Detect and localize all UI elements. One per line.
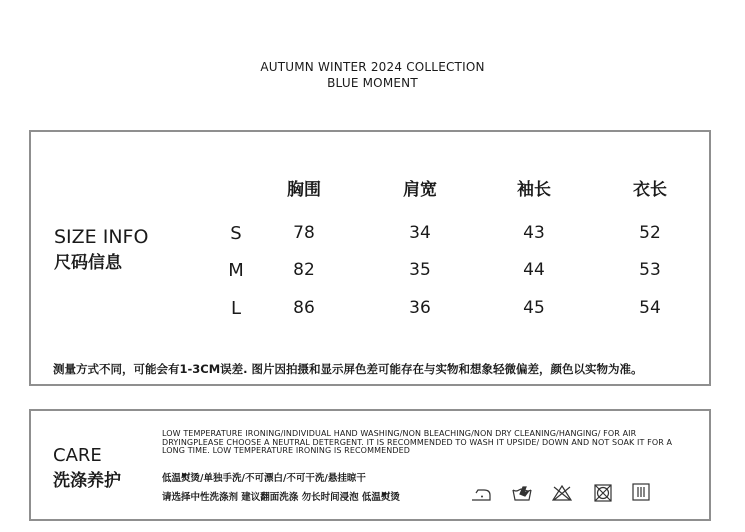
size-label-s: S [230,223,242,244]
size-label-l: L [230,298,242,319]
table-cell: 53 [639,260,661,280]
column-header-length: 衣长 [633,180,667,200]
table-cell: 45 [523,298,545,318]
table-cell: 43 [523,223,545,243]
table-cell: 35 [409,260,431,280]
no-dry-clean-icon [592,484,614,502]
no-bleach-icon [551,484,573,502]
table-cell: 82 [293,260,315,280]
size-info-panel [29,130,711,386]
table-cell: 78 [293,223,315,243]
table-cell: 86 [293,298,315,318]
care-label-en: CARE [53,445,102,466]
collection-title: AUTUMN WINTER 2024 COLLECTION [260,60,485,74]
table-cell: 34 [409,223,431,243]
size-label-m: M [228,260,244,281]
low-iron-icon [470,485,492,503]
hand-wash-icon [511,484,533,502]
column-header-sleeve: 袖长 [517,180,551,200]
table-cell: 54 [639,298,661,318]
size-info-label-en: SIZE INFO [54,226,149,248]
table-cell: 44 [523,260,545,280]
table-cell: 36 [409,298,431,318]
care-cn-line1: 低温熨烫/单独手洗/不可漂白/不可干洗/悬挂晾干 [162,473,366,484]
column-header-chest: 胸围 [287,180,321,200]
care-label-cn: 洗涤养护 [53,471,121,491]
measurement-note: 测量方式不同，可能会有1-3CM误差. 图片因拍摄和显示屏色差可能存在与实物和想象轻微偏差，颜色以实物为准。 [53,362,643,376]
table-cell: 52 [639,223,661,243]
care-cn-line2: 请选择中性洗涤剂 建议翻面洗涤 勿长时间浸泡 低温熨烫 [162,492,400,503]
size-info-label-cn: 尺码信息 [54,253,122,273]
care-panel [29,409,711,521]
column-header-shoulder: 肩宽 [403,180,437,200]
care-english-text: LOW TEMPERATURE IRONING/INDIVIDUAL HAND WASHING/NON BLEACHING/NON DRY CLEANING/HANGING/ FOR AIR DRYINGPLEASE CHOOSE A NEUTRAL DETERGENT. IT IS RECOMMENDED TO WASH IT UPSIDE/ DOWN AND NOT SOAK IT FOR A LONG TIME. LOW TEMPERATURE IRONING IS RECOMMENDED [162,429,673,455]
hang-dry-icon [630,483,652,501]
collection-subtitle: BLUE MOMENT [327,76,418,90]
